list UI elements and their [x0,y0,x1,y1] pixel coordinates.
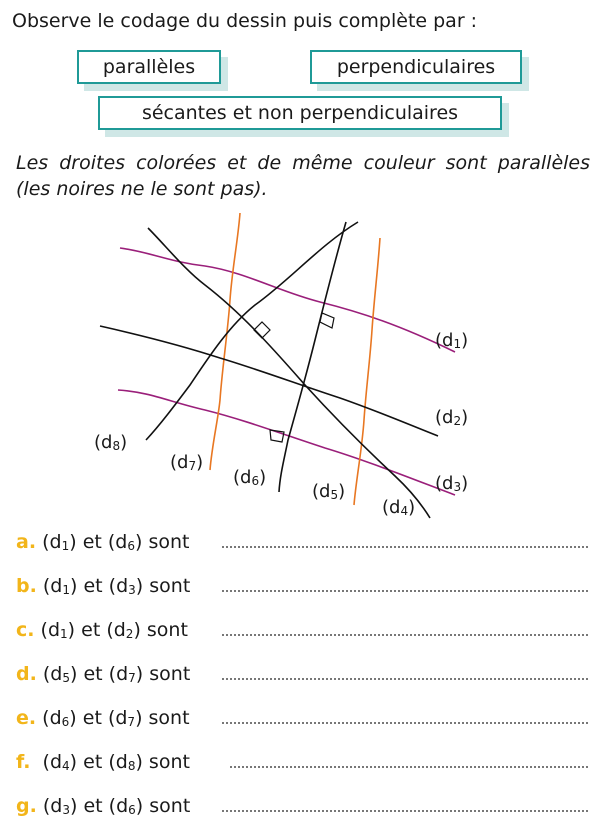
label-d7: $(d_7)$ [170,452,204,473]
label-d4: $(d_4)$ [382,497,416,518]
question-text: $(d_1)$ et $(d_2)$ sont [40,619,188,641]
answer-blank-f[interactable] [230,766,588,768]
label-d2: $(d_2)$ [435,407,469,428]
question-text: $(d_6)$ et $(d_7)$ sont [42,707,190,729]
question-text: $(d_5)$ et $(d_7)$ sont [42,663,191,685]
question-letter: g. [16,795,37,817]
line-d3 [118,390,455,495]
question-b [16,572,190,600]
word-bank-secantes: sécantes et non perpendiculaires [98,96,502,130]
label-d5: $(d_5)$ [312,481,346,502]
question-text: $(d_1)$ et $(d_3)$ sont [42,575,191,597]
lines-figure [0,205,600,525]
word-bank-perpendiculaires: perpendiculaires [310,50,522,84]
question-d [16,660,190,688]
figure-note: Les droites colorées et de même couleur sont parallèles (les noires ne le sont pas). [16,152,590,200]
answer-blank-g[interactable] [222,810,588,812]
question-f [16,748,190,776]
question-letter: a. [16,531,37,553]
question-text: $(d_1)$ et $(d_6)$ sont [42,531,190,553]
right-angle-mark-1 [254,322,270,338]
question-text: $(d_4)$ et $(d_8)$ sont [42,751,190,773]
question-text: $(d_3)$ et $(d_6)$ sont [42,795,191,817]
word-bank-paralleles: parallèles [77,50,221,84]
question-c [16,616,188,644]
answer-blank-d[interactable] [222,678,588,680]
question-e [16,704,190,732]
question-letter: b. [16,575,37,597]
label-d8: $(d_8)$ [94,432,128,453]
question-a [16,528,189,556]
question-g [16,792,190,820]
question-letter: c. [16,619,35,641]
line-d2 [100,326,438,436]
instruction-text: Observe le codage du dessin puis complète par : [12,10,478,32]
label-d3: $(d_3)$ [435,473,469,494]
line-d7 [210,213,240,470]
answer-blank-b[interactable] [222,590,588,592]
question-letter: f. [16,751,31,773]
line-d1 [120,248,455,352]
answer-blank-e[interactable] [222,722,588,724]
question-letter: e. [16,707,37,729]
question-letter: d. [16,663,37,685]
label-d6: $(d_6)$ [233,467,267,488]
answer-blank-c[interactable] [222,634,588,636]
right-angle-mark-2 [320,313,334,328]
label-d1: $(d_1)$ [435,330,469,351]
answer-blank-a[interactable] [222,546,588,548]
